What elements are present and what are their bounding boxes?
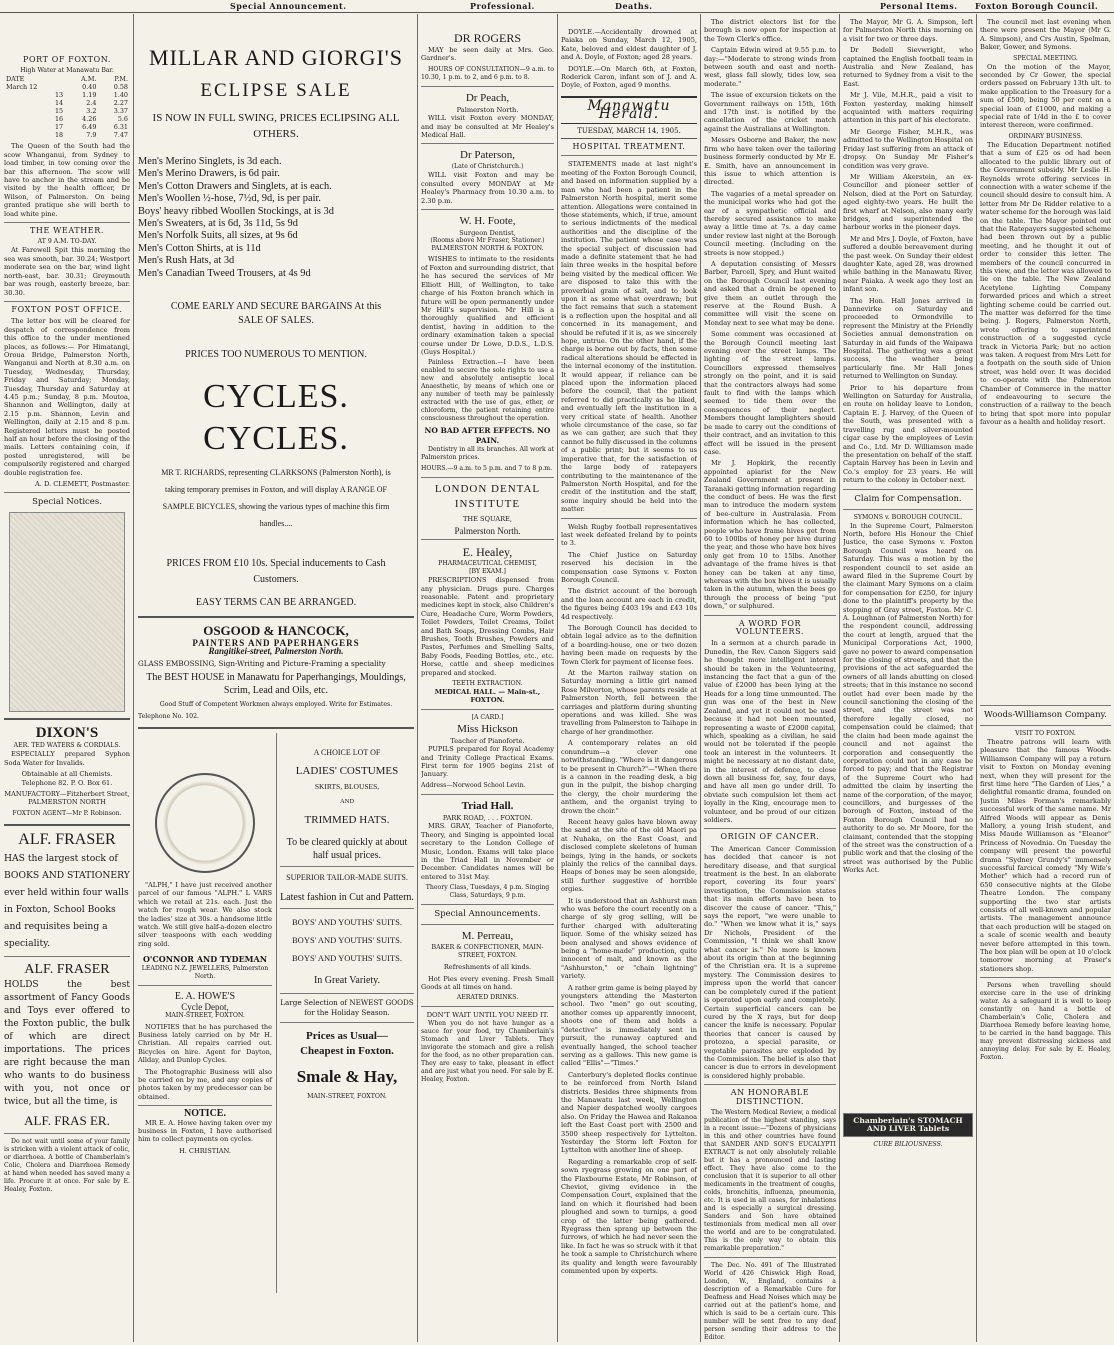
hospital-article: STATEMENTS made at last night's meeting of the Foxton Borough Council, and based on information supplied by a man who had been a patient in the Palmerston North hospital, merit some attention. Allegations were contained in those statements, which, if true, amount to serious indictments of the medical authorities and the discipline of the institution. The patient whose case was the special subject of discussion had made a definite statement that he had lain three weeks in the hospital before being visited by the medical officer. We are disposed to take this with the proverbial grain of salt, and to look upon it as some what overdrawn; but the fact remains that such a statement is a reflection upon the hospital and all concerned in its management, and should be refuted if it is, as we sincerely hope, untrue. On the other hand, if the charge is borne out by facts, then some radical alterations should be effected in the internal economy of the institution. It would appear, if reliance can be placed upon the information placed before the council, that the patient referred to did practically as he liked, and eventually left the institution in a very critical state of health. Another whole circumstance of the case, so far as we can gather, are such that they cannot be fully discussed in the columns of a public print; but it seems to us imperative that, for the satisfaction of the large body of ratepayers contributing to the maintenance of the Palmerston North Hospital, and for the credit of the institution and the staff, some inquiry should be held into the matter. <box>561 160 697 514</box>
aerated-drinks: AERATED DRINKS. <box>456 994 519 1002</box>
column-4 <box>561 18 697 1340</box>
divider <box>138 1105 272 1106</box>
tide-row <box>4 123 130 131</box>
dixons-text: ESPECIALLY prepared Syphon Soda Water for Invalids. <box>4 750 130 767</box>
notice-signature: H. CHRISTIAN. <box>178 1146 232 1155</box>
divider <box>421 794 554 795</box>
divider <box>704 1257 836 1258</box>
dixons-agent: FOXTON AGENT—Mr P. Robinson. <box>12 809 122 817</box>
tide-row <box>4 107 130 115</box>
triad-hall-where: PARK ROAD, . . . FOXTON. <box>442 813 533 822</box>
dont-wait-text: When you do not have hunger as a sauce for your food, try Chamberlain's Stomach and Liver Tablets. They invigorate the stomach and give a relish for the food, as no other preparation can. They are easy to take, pleasant in effect and are just what you need. For sale by E. Healey, Foxton. <box>421 1019 554 1083</box>
divider <box>421 1006 554 1007</box>
cancer-title: ORIGIN OF CANCER. <box>720 832 820 842</box>
osgood-best-house: The BEST HOUSE in Manawatu for Paperhangings, Mouldings, Scrim, Lead and Oils, etc. <box>146 671 406 696</box>
divider <box>4 718 130 720</box>
weather-time: AT 9 A.M. TO-DAY. <box>37 238 97 246</box>
divider <box>421 709 554 710</box>
tide-am: 1.19 <box>82 91 97 100</box>
volunteers-title: A WORD FOR VOLUNTEERS. <box>735 618 805 637</box>
howe-heading: E. A. HOWE'S <box>174 991 236 1003</box>
news-item: A deputation consisting of Messrs Barber, Parcell, Spry, and Hunt waited on the Borough Council last evening and asked that a drain be opened to give them an outlet through the reserve at the Round Bush. A committee will visit the scene on Monday next to see what may be done. <box>704 259 836 327</box>
foote-subheading: Surgeon Dentist, <box>459 229 516 238</box>
column-rule <box>133 14 134 1342</box>
tide-date: 18 <box>54 131 64 140</box>
post-office-title: FOXTON POST OFFICE. <box>11 304 123 314</box>
tide-date: March 12 <box>6 83 38 92</box>
hickson-text: PUPILS prepared for Royal Academy and Trinity College Practical Exams. First term for 1905 begins 21st of January. <box>421 745 554 779</box>
boys-suits: BOYS' AND YOUTHS' SUITS. <box>292 935 402 946</box>
howe-text: NOTIFIES that he has purchased the Business lately carried on by Mr H. Christian. All repairs carried out. Bicycles on hire. Agent for Dayton, Allday, and Dunlop Cycles. <box>138 1022 272 1065</box>
divider <box>980 705 1111 706</box>
tide-pm: 5.6 <box>117 115 128 124</box>
death-notice: DOYLE.—On March 6th, at Foxton, Roderick Caron, infant son of J. and A. Doyle, of Foxton, aged 9 months. <box>561 64 697 90</box>
healey-heading: E. Healey, <box>462 545 513 560</box>
perreau-heading: M. Perreau, <box>461 930 514 943</box>
oconnor-subheading: LEADING N.Z. JEWELLERS, Palmerston North. <box>141 965 269 981</box>
choice-lot: A CHOICE LOT OF <box>313 747 381 757</box>
osgood-telephone: Telephone No. 102. <box>138 712 199 720</box>
news-item: Captain Edwin wired at 9.55 p.m. to day:—"Moderate to strong winds from between south and east and north-west, glass fall slowly, tides low, sea moderate." <box>704 46 836 88</box>
sale-item: Men's Merino Singlets, is 3d each. <box>138 156 282 167</box>
chamberlain-tablets-ad: Chamberlain's STOMACH AND LIVER Tablets <box>843 1113 973 1138</box>
come-early-text: COME EARLY AND SECURE BARGAINS At this SALE OF SALES. <box>170 301 382 327</box>
cheapest-in-foxton: Cheapest in Foxton. <box>300 1045 394 1058</box>
triad-hall-heading: Triad Hall. <box>461 799 514 812</box>
theory-class: Theory Class, Tuesdays, 4 p.m. Singing Class, Saturdays, 9 p.m. <box>425 884 550 900</box>
tide-am: 3.2 <box>86 107 97 116</box>
port-title: PORT OF FOXTON. <box>23 55 111 64</box>
header-special-announcement: Special Announcement. <box>230 1 347 11</box>
london-dental-heading: LONDON DENTAL INSTITUTE <box>434 483 541 511</box>
illustrated-world-notice: The Dec. No. 491 of The Illustrated World of 426 Chiswick High Road, London, W., England, contains a description of a Remarkable Cure for Deafness and Head Noises which may be carried out at the patient's home, and which is said to be a certain cure. This number will be sent free to any deaf person sending their address to the Editor. <box>704 1261 836 1340</box>
tide-am: 7.9 <box>86 131 97 140</box>
manawatu-herald-masthead: Manawatu Herald. <box>561 96 697 124</box>
triad-hall-text: MRS. GRAY, Teacher of Pianoforte, Theory, and Singing is appointed local secretary to the London College of Music, London. Exams will take place in the Triad Hall in November or December. Candidates names will be entered to 31st May. <box>421 822 554 881</box>
foote-heading: W. H. Foote, <box>459 215 516 228</box>
healey-text: PRESCRIPTIONS dispensed from any physician. Drugs pure. Charges reasonable. Patent and proprietary medicines kept in stock, also Children's Cure, Headache Cure, Worm Powders, Toilet Powders, Toilet Creams, Toilet and Bath Soaps, Dressing Combs, Hair Brushes, Tooth Brushes, Powders and Pastes, Perfumes and Smelling Salts, Baby Foods, Feeding Bottles, etc., etc. Horse, cattle and sheep medicines prepared and stocked. <box>421 576 554 677</box>
superior-tailor: SUPERIOR TAILOR-MADE SUITS. <box>286 873 408 883</box>
newest-goods: Large Selection of NEWEST GOODS for the Holiday Season. <box>280 998 414 1018</box>
column-2 <box>138 18 414 1340</box>
news-item: The Borough Council has decided to obtain legal advice as to the definition of a boarding-house, one or two dozen having been made on requests by the Town Clerk for payment of license fees. <box>561 624 697 666</box>
smale-hay-heading: Smale & Hay, <box>296 1067 398 1087</box>
osgood-text: GLASS EMBOSSING, Sign-Writing and Picture-Framing a speciality <box>138 658 386 668</box>
queen-of-south-paragraph: The Queen of the South had the scow Whanganui, from Sydney to load timber, in tow coming over the bar this afternoon. The scow will have to anchor in the stream and be visited by the health officer, Dr Wilson, of Palmerston. On being granted pratique she will berth to load white pine. <box>4 142 130 218</box>
cancer-article: The American Cancer Commission has decided that cancer is not hereditary disease, and that surgical treatment is the best. In an elaborate report, covering its four years' investigation, the Commission states that its main efforts have been to discover the cause of cancer. "This," says the report, "we were unable to do." "When we know what it is," says Dr Nichols, President of the Commission, "I think we shall know what cancer is." No more is known about its origin than at the beginning of the Christian era. It is a supreme mystery. The Commission desires to impress upon the world that cancer can be completely cured if the patient is operated upon early and completely. Certain superficial cancers can be cured by the X rays, but for deep cancer the knife is necessary. Popular theories that cancer is caused by protozoa, a special parasite, or vegetable parasites are exploded by the Commission. The belief is also that cancer is due to errors in development is considered highly probable. <box>704 844 836 1080</box>
smale-hay-ad <box>280 733 414 1101</box>
tide-row <box>4 91 130 99</box>
divider <box>421 86 554 87</box>
eclipse-sale-heading: ECLIPSE SALE <box>200 80 352 101</box>
ordinary-business-text: The Education Department notified that a sum of £25 os od had been allocated to the public library out of the Government subsidy. Mr Leslie H. Reynolds wrote offering services in connection with a water scheme if the council should desire to consult him. A letter from Mr De Ridder relative to a water scheme for the borough was laid on the table. The Mayor pointed out that the Ratepayers suggested scheme had been thrown out by a public meeting, and he thought it out of order to consider this letter. The members of the council concurred in this view, and the letter was allowed to lie on the table. The New Zealand Acetylene Lighting Company forwarded prices and which a street lighting scheme could be carried out. The matter was deferred for the time being. J. Rogers, Palmerston North, wrote offering to superintend construction of a suggested cycle track in Victoria Park; but no action was taken. A request from Mrs Lett for a footpath on the south side of Union street, was held over. It was decided to co-operate with the Palmerston Chamber of Commerce in the matter of endeavouring to secure the construction of a railway to the beach to bring that spot more into popular favour as a health and holiday resort. <box>980 140 1111 427</box>
column-6 <box>843 18 973 1340</box>
personal-item: The Mayor, Mr G. A. Simpson, left for Palmerston North this morning on a visit for two or three days. <box>843 18 973 43</box>
alf-fraser-heading-2: ALF. FRASER <box>24 961 110 977</box>
tide-pm: 6.31 <box>113 123 128 132</box>
council-intro: The council met last evening when there were present the Mayor (Mr G. A. Simpson), and Crs Austin, Spelman, Baker, Gower, and Symons. <box>980 18 1111 52</box>
sale-item: Men's Norfolk Suits, all sizes, at 9s 6d <box>138 230 298 242</box>
tide-date: 15 <box>54 107 64 116</box>
divider <box>4 1133 130 1134</box>
divider <box>138 985 272 986</box>
news-item: A rather grim game is being played by youngsters attending the Masterton school. Two "men" go out scouting, another comes up apparently innocent, shoots one of them and holds a "detective" is immediately sent in pursuit, the runaway captured and eventually hanged, the school teacher serving as a gallows. This new game is called "Ellis"—"Times." <box>561 983 697 1068</box>
dr-rogers-heading: DR ROGERS <box>453 31 521 45</box>
advertisement-illustration <box>9 512 125 712</box>
sale-item: Men's Sweaters, at is 6d, 3s 11d, 5s 9d <box>138 218 298 230</box>
personal-item: Dr Bedell Sievwright, who captained the English football team in Australia and New Zealand, has returned to Sydney from a visit to the East. <box>843 46 973 88</box>
no-bad-effects: NO BAD AFTER EFFECTS. NO PAIN. <box>424 426 551 446</box>
divider <box>280 866 414 867</box>
prices-too-numerous: PRICES TOO NUMEROUS TO MENTION. <box>185 349 367 361</box>
divider <box>421 904 554 905</box>
smale-hay-street: MAIN-STREET, FOXTON. <box>307 1093 387 1101</box>
latest-fashion: Latest fashion in Cut and Pattern. <box>280 892 414 904</box>
tide-pm: 3.37 <box>113 107 128 116</box>
tide-date: 17 <box>54 123 64 132</box>
distinction-title: AN HONORABLE DISTINCTION. <box>730 1088 810 1106</box>
notice-heading: NOTICE. <box>184 1108 226 1120</box>
divider <box>4 301 130 302</box>
weather-paragraph: At Farewell Spit this morning the sea was smooth, bar. 30.24; Westport moderate sea on the bar, wind light north-east, bar. 30.31; Greymouth bar was rough, easterly breeze, bar. 30.30. <box>4 246 130 297</box>
osgood-street: Rangitikei-street, Palmerston North. <box>208 646 344 657</box>
alf-fraser-text-2: HOLDS the best assortment of Fancy Goods and Toys ever offered to the Foxton public, the bulk of which are direct importations. The prices are right because the man who wants to do business with you, not once or twice, but all the time, is <box>4 979 130 1107</box>
sale-item: Men's Rush Hats, at 3d <box>138 255 235 267</box>
distinction-article: The Western Medical Review, a medical publication of the highest standing, says in a recent issue:—"Dozens of physicians in this and other countries have found that SANDER AND SON'S EUCALYPTI EXTRACT is not only absolutely reliable but it has a pronounced and lasting effect. They have also come to the conclusion that it is superior to all other medicaments in the treatment of coughs, colds, bronchitis, influenza, pneumonia, etc. It is used in all cases, for inhalations and is especially a surgical dressing. Sanders and Son have obtained testimonials from medical men all over the world and are to be congratulated. This is the only way to obtain this remarkable preparation." <box>704 1108 836 1252</box>
dr-rogers-hours: HOURS OF CONSULTATION—9 a.m. to 10.30, 1 p.m. to 2, and 6 p.m. to 8. <box>421 65 554 81</box>
postmaster-signature: A. D. CLEMETT, Postmaster. <box>35 480 130 489</box>
personal-item: Mr and Mrs J. Doyle, of Foxton, have suffered a double bereavement during the past week. On Sunday their eldest daughter Kate, aged 28, was drowned while bathing in the Manawatu River, near Paiaka. A week ago they lost an infant son. <box>843 234 973 294</box>
dr-rogers-text: MAY be seen daily at Mrs. Geo. Gardner's. <box>421 46 554 63</box>
ordinary-business-title: ORDINARY BUSINESS. <box>1008 132 1083 140</box>
news-item: The Chief Justice on Saturday reserved his decision in the compensation case Symons v. Foxton Borough Council. <box>561 550 697 584</box>
howe-subheading: Cycle Depot, <box>181 1002 229 1013</box>
personal-item: Mr William Akerstein, an ex-Councillor and pioneer settler of Nelson, died at the Port on Saturday, aged eighty-two years. He built the first wharf at Nelson, also many early bridges, and superintended the harbour works in the pioneer days. <box>843 172 973 232</box>
osgood-hancock-heading: OSGOOD & HANCOCK, <box>203 623 349 639</box>
tide-head-pm: P.M. <box>114 75 128 84</box>
tide-pm: 1.40 <box>113 91 128 100</box>
tide-pm: 0.58 <box>113 83 128 92</box>
divider <box>980 725 1111 726</box>
dr-peach-heading: Dr Peach, <box>465 91 510 104</box>
sale-item: Men's Woollen ½-hose, 7½d, 9d, is per pair. <box>138 193 321 205</box>
divider <box>4 824 130 826</box>
trimmed-hats: TRIMMED HATS. <box>304 814 390 827</box>
header-personal-items: Personal Items. <box>880 1 958 11</box>
divider <box>280 1022 414 1023</box>
tide-pm: 2.27 <box>113 99 128 108</box>
divider <box>843 489 973 490</box>
column-rule <box>700 14 701 1342</box>
column-rule <box>557 14 558 1342</box>
personal-item: Mr J. Vile, M.H.R., paid a visit to Foxton yesterday, making himself acquainted with matters requiring attention in this part of his electorate. <box>843 91 973 125</box>
watch-illustration <box>155 773 255 873</box>
sale-item: Men's Canadian Tweed Trousers, at 4s 9d <box>138 267 311 279</box>
tide-am: 6.49 <box>82 123 97 132</box>
ladies-costumes: LADIES' COSTUMES <box>295 765 399 778</box>
dr-peach-subheading: Palmerston North. <box>456 105 519 114</box>
divider <box>704 1084 836 1085</box>
dixons-telephone: Telephone 82. P. O. Box 61. <box>21 778 113 787</box>
dentist-hours: HOURS.—9 a.m. to 5 p.m. and 7 to 8 p.m. <box>421 465 553 473</box>
personal-item: Prior to his departure from Wellington on Saturday for Australia, en route on holiday leave to London, Captain E. J. Harvey, of the Queen of the South, was presented with a travelling rug and silver-mounted cigar case by the employees of Levin and Co., Ltd. Mr D. Williamson made the presentation on behalf of the staff. Captain Harvey has been in Levin and Co.'s employ for 23 years. He will return to the colony in October next. <box>843 383 973 485</box>
divider <box>4 222 130 223</box>
woods-williamson-article: Theatre patrons will learn with pleasure that the famous Woods-Williamson Company will pay a return visit to Foxton on Monday evening next, when they will present for the first time here "The Garden of Lies," a delightful romantic drama, founded on Justin Miles Forman's remarkably successful work of the same name. Mr Alfred Woods will appear as Denis Mallory, a young Irish student, and Miss Maude Williamson as "Eleanor" Princess of Novodnia. On Tuesday the company will present the powerful drama "Sydney Grundy's" immensely successful farcical comedy "My Wife's Mother" which had a record run of 650 consecutive nights at the Globe Theatre London. The company supporting the two star artists consists of all well-known and popular artists. The management announce that each production will be staged on a scale of scenic wealth and beauty never before attempted in this town. The box plan will be open at 10 o'clock tomorrow morning at Fraser's stationers shop. <box>980 737 1111 973</box>
claim-article: In the Supreme Court, Palmerston North, before His Honour the Chief Justice, the case Symons v. Foxton Borough Council was heard on Saturday. This was a motion by the respondent council to set aside an award filed in the Supreme Court by the claimant Mary Symons on a claim for compensation for £250, for injury done to the plaintiff's property by the stopping of Gray street, Foxton. Mr C. A. Loughnan (of Palmerston North) for the respondent council, addressing the court at length, argued that the Municipal Corporations Act, 1900, gave no power to award compensation for the closing of streets, and that the provisions of the act safeguarded the owners of all lands abutting on closed streets; that in this instance no second outlet had ever been made by the council sanctioning the closing of the street, and the street was not therefore legally closed, no compensation could be claimed; that the claim had been made against the council and not against the corporation and consequently the corporation could not in any case be forced to pay; and that the Registrar of the Supreme Court who had admitted the claim by inserting the name of the corporation, of the mayor, councillors, and burgesses of the borough of Foxton, instead of the Foxton Borough Council had no authority to do so. Mr Moore, for the claimant, contended that the stopping of the street was the construction of a public work and that the closing of the street was authorised by the Public Works Act. <box>843 521 973 875</box>
divider <box>561 155 697 156</box>
divider <box>138 727 414 729</box>
tide-date: 14 <box>54 99 64 108</box>
cleared-text: To be cleared quickly at about half usual prices. <box>286 837 408 862</box>
sale-item: Men's Cotton Drawers and Singlets, at is each. <box>138 180 332 192</box>
hickson-subheading: Teacher of Pianoforte. <box>450 736 525 745</box>
news-item: A contemporary relates an old conundrum—a clever one notwithstanding. "Where is it dangerous to be present in Church?"—"When there is a cannon in the reading desk, a big gun in the pulpit, the bishop charging the clergy, the choir murdering the anthem, and the organist trying to drown the choir." <box>561 739 697 815</box>
column-5 <box>704 18 836 1340</box>
foote-rooms: (Rooms above Mr Fraser, Stationer.) <box>430 237 545 245</box>
divider <box>704 828 836 829</box>
top-rule <box>0 12 1114 13</box>
dr-paterson-heading: Dr Paterson, <box>460 149 515 162</box>
alf-fraser-signoff: ALF. FRAS ER. <box>24 1112 110 1128</box>
tide-head-am: A.M. <box>81 75 97 84</box>
teeth-extraction: TEETH EXTRACTION. <box>452 680 523 688</box>
boys-suits: BOYS' AND YOUTHS' SUITS. <box>292 917 402 928</box>
tide-row <box>4 83 130 91</box>
tide-row <box>4 99 130 107</box>
sale-item: Boys' heavy ribbed Woollen Stockings, at is 3d <box>138 205 334 217</box>
volunteers-article: In a sermon at a church parade in Dunedin, the Rev. Canon Siggers said he thought more intelligent interest should be taken in the Volunteering, instancing the fact that a gun of the value of £2000 has been lying at the Heads for a long time unmounted. The gun was one of the best in New Zealand, and yet it could not be used because it had not been mounted, representing a waste of £2000 capital, which, speaking as a civilian, he said would not be tolerated if the people took an interest in the volunteers. It might be necessary at no distant date, in the interest of defence, to close down all business for, say, four days, and have all men go under drill. To obviate such compulsion let them act loyally in the King, encourage men to volunteer, and be proud of our citizen soldiers. <box>704 639 836 824</box>
column-1 <box>4 18 130 1340</box>
death-notice: DOYLE.—Accidentally drowned at Paiaka on Sunday, March 12, 1905, Kate, beloved and eldest daughter of J. and A. Doyle, of Foxton; aged 28 years. <box>561 28 697 62</box>
hickson-address: Address—Norwood School Levin. <box>421 781 526 789</box>
column-3 <box>421 18 554 1340</box>
personal-item: The Hon. Hall Jones arrived in Dannevirke on Saturday and proceeded to Ormondville to represent the Ministry at the Friendly Societies annual demonstration on Saturday in aid funds of the Waipawa Hospital. The gathering was a great success, the weather being particularly fine. Mr Hall Jones returned to Wellington on Sunday. <box>843 296 973 381</box>
divider <box>704 615 836 616</box>
dr-peach-text: WILL visit Foxton every MONDAY, and may be consulted at Mr Healey's Medical Hall. <box>421 114 554 140</box>
tide-am: 2.4 <box>86 99 97 108</box>
tide-table <box>4 75 130 139</box>
perreau-pies: Hot Pies every evening. Fresh Small Goods at all times on hand. <box>421 974 554 991</box>
news-item: Canterbury's depleted flocks continue to be reinforced from North Island districts. Besides three shipments from the Manawatu last week, Wellington and Napier despatched woolly cargoes also. On Friday the Hawea and Rakanoa left the East Coast port with 2500 and 3500 sheep respectively for Lyttelton. Yesterday the Storm left Foxton for Lyttelton with another line of sheep. <box>561 1070 697 1155</box>
news-item: The vagaries of a metal spreader on the municipal works who had got the ear of a sympathetic official and thereby secured assistance to make away a little time at 7s. a day came under review last night at the Borough Council meeting. (Including on the streets is now stopped.) <box>704 189 836 257</box>
great-variety: In Great Variety. <box>313 975 381 987</box>
notice-text: MR E. A. Howe having taken over my business in Foxton, I have authorised him to collect payments on cycles. <box>138 1118 272 1144</box>
perreau-refreshments: Refreshments of all kinds. <box>443 963 532 972</box>
news-item: Messrs Osborne and Baker, the new firm who have taken over the tailoring business formerly conducted by Mr E. E. Smith, have an announcement in this issue to which attention is directed. <box>704 136 836 187</box>
header-professional: Professional. <box>470 1 535 11</box>
news-item: Welsh Rugby football representatives last week defeated Ireland by to points to 3. <box>561 522 697 548</box>
cycles-heading: CYCLES. CYCLES. <box>203 378 349 458</box>
easy-terms-text: EASY TERMS CAN BE ARRANGED. <box>195 597 357 609</box>
sale-item-list <box>138 156 414 280</box>
prices-as-usual: Prices as Usual— <box>306 1030 388 1043</box>
special-meeting-title: SPECIAL MEETING. <box>1013 54 1078 62</box>
chamberlain-colic-notice: Do not wait until some of your family is stricken with a violent attack of colic, or diarrhoea. A bottle of Chamberlain's Colic, Cholera and Diarrhoea Remedy at hand when needed has saved many a life. Procure it at once. For sale by E. Healey, Foxton. <box>4 1137 130 1193</box>
foote-text: WISHES to intimate to the residents of Foxton and surrounding district, that he has secured the services of Mr Elliott Hill, of Wellington, to take charge of his Foxton branch which in future will be open permanently under Mr Hill's supervision. Mr Hill is a thoroughly qualified and efficient dentist, having in addition to the ordinary examination taken a special course under Dr Lowe, D.D.S., L.D.S. (Guys Hospital.) <box>421 255 554 356</box>
hickson-heading: Miss Hickson <box>457 722 518 735</box>
prices-from-text: PRICES FROM £10 10s. Special inducements to Cash Customers. <box>166 558 386 586</box>
london-dental-square: THE SQUARE, <box>463 515 512 524</box>
column-rule <box>417 14 418 1342</box>
hospital-title: HOSPITAL TREATMENT. <box>572 142 686 152</box>
chamberlain-cure: CURE BILIOUSNESS. <box>873 1141 943 1149</box>
skirts-blouses: SKIRTS, BLOUSES, <box>314 782 380 792</box>
tide-date: 13 <box>54 91 64 100</box>
dixons-obtainable: Obtainable at all Chemists. <box>21 770 113 779</box>
dentistry-text: Dentistry in all its branches. All work at Palmerston prices. <box>421 446 554 462</box>
news-item: Some comment was occasioned at the Borough Council meeting last evening over the street lamps. The lighting of the street lamps. Councillors expressed themselves strongly on the point, and it is said that the contractors always had some fault to find with the lamps which seemed to tide them over the consequences of their neglect. Members thought lamplighters should be made to carry out the conditions of their contract, and an invitation to this effect will be issued in the present case. <box>704 330 836 456</box>
travelling-notice: Persons when travelling should exercise care in the use of drinking water. As a safeguard it is well to keep constantly on hand a bottle of Chamberlain's Colic, Cholera and Diarrhoea Remedy before leaving home, to be carried in the hand baggage. This may prevent distressing sickness and annoying delay. For sale by E. Healey, Foxton. <box>980 982 1111 1062</box>
tide-date: 16 <box>54 115 64 124</box>
dont-wait-heading: DON'T WAIT UNTIL YOU NEED IT. <box>426 1011 549 1020</box>
millar-giorgi-heading: MILLAR AND GIORGI'S <box>149 45 403 70</box>
howe-photographic-text: The Photographic Business will also be carried on by me, and any copies of photos taken by my predecessor can be obtained. <box>138 1067 272 1101</box>
news-item: The district electors list for the borough is now open for inspection at the Town Clerk's office. <box>704 18 836 43</box>
column-rule <box>839 14 840 1342</box>
tide-am: 0.40 <box>82 83 97 92</box>
cycles-text: MR T. RICHARDS, representing CLARKSONS (Palmerston North), is taking temporary premises in Foxton, and will display A RANGE OF SAMPLE BICYCLES, showing the various types of machine this firm handles.... <box>161 468 391 529</box>
weather-title: THE WEATHER. <box>29 226 105 236</box>
issue-date: TUESDAY, MARCH 14, 1905. <box>561 127 697 139</box>
news-item: Mr J. Hopkirk, the recently appointed apiarist for the New Zealand Government at present in Taranaki getting information regarding the conduct of bees. He was the first man to introduce the modern system of bee-culture in Australasia. From information which he has collected, people who have frame hives get from 60 to 100lbs of honey per hive during the year, and those who have box hives only get from 10 to 15lbs. Another advantage of the frame hives is that honey can be taken at any time, whereas with the box hives it is usually taken in the autumn, when the bees go through the process of being "put down," or sulphured. <box>704 459 836 611</box>
high-water-subtitle: High Water at Manawatu Bar. <box>20 67 114 75</box>
lower-ad-block <box>138 733 414 1293</box>
special-notices-title: Special Notices. <box>32 497 102 508</box>
news-item: It is understood that an Ashhurst man who was before the court recently on a charge of sly grog selling, will be further charged with adulterating liquor. Some of the whisky seized has been analysed and shows evidence of being a "home-made" production, quite innocent of malt, and known as the "Ashhurston," or "chain lightning" variety. <box>561 896 697 981</box>
claim-subtitle: SYMONS v. BOROUGH COUNCIL. <box>853 513 963 521</box>
perreau-subheading: BAKER & CONFECTIONER, MAIN-STREET, FOXTON. <box>431 944 544 960</box>
osgood-good-stuff: Good Stuff of Competent Workmen always employed. Write for Estimates. <box>159 700 393 708</box>
healey-subheading: PHARMACEUTICAL CHEMIST, <box>438 560 537 568</box>
dixons-subtitle: AER. TED WATERS & CORDIALS. <box>13 742 121 750</box>
tide-header-row <box>4 75 130 83</box>
divider <box>561 518 697 519</box>
dixons-manufactory: MANUFACTORY—Fitzherbert Street, PALMERSTON NORTH <box>4 790 130 807</box>
divider <box>138 616 414 618</box>
header-deaths: Deaths. <box>615 1 653 11</box>
sale-item: Men's Merino Drawers, is 6d pair. <box>138 168 280 180</box>
special-meeting-text: On the motion of the Mayor, seconded by Cr Gower, the special orders passed on February 13th ult. to make application to the Treasury for a sum of £500, being 50 per cent on a special loan of £1000, and making a special rate of 1/4d in the £ to cover interest thereon, were confirmed. <box>980 62 1111 130</box>
news-item: Recent heavy gales have blown away the sand at the site of the old Maori pa at Nuhaka, on the East Coast, and disclosed complete skeletons of human beings, lying in the hands, or sockets plainly the relics of the cannibal days. Heaps of bones may be seen alongside, still further suggestive of horrible orgies. <box>561 817 697 894</box>
woods-williamson-title: Woods-Williamson Company. <box>984 709 1107 720</box>
divider <box>980 977 1111 978</box>
divider <box>421 924 554 925</box>
dr-paterson-subheading: (Late of Christchurch.) <box>451 163 524 171</box>
news-item: The issue of excursion tickets on the Government railways on 15th, 16th and 17th inst. is notified by the cancellation of the cricket match against the Australians at Wellington. <box>704 91 836 133</box>
personal-item: Mr George Fisher, M.H.R., was admitted to the Wellington Hospital on Friday last suffering from an attack of dropsy. On Sunday Mr Fisher's condition was very grave. <box>843 127 973 170</box>
post-office-paragraph: The letter box will be cleared for despatch of correspondence from this office to the under mentioned places, as follows:— For Himatangi, Oroua Bridge, Palmerston North, Wanganui and North at 8.30 a.m. on Tuesday, Wednesday, Thursday, Friday and Saturday; Monday, Tuesday, Thursday and Saturday at 4.45 p.m.; Sunday, 8 p.m. Moutoa, Shannon and Wellington, daily at 2.15 p.m. Shannon, Levin and Wellington, daily at 2.15 and 8 p.m. Registered letters must be posted half an hour before the closing of the mails. Letters containing coin, if posted unregistered, will be compulsorily registered and charged double registration fee. <box>4 317 130 477</box>
news-item: Regarding a remarkable crop of self-sown ryegrass growing on one part of the Flaxbourne Estate, Mr Robinson, of Cheviot, giving evidence in the Compensation Court, explained that the land on which it flourished had been ploughed and sown to turnips, a good crop of the latter being gathered. Ryegrass then sprang up between the furrows, of which he had never seen the like. In fact he was so struck with it that he took a sample to Christchurch where its quality and length were favourably commented upon by experts. <box>561 1157 697 1276</box>
watch-text: "ALPH," I have just received another parcel of our famous "ALPH." L VARS which we retail at 21s. each. Just the watch for rough wear. We also stock the ladies' size at 30s. a handsome little watch. We still give half-a-dozen electro silver teaspoons with each wedding ring sold. <box>138 880 272 948</box>
dr-paterson-text: WILL visit Foxton and may be consulted every MONDAY at Mr Healey's Pharmacy from 10.30 a.m. to 2.30 p.m. <box>421 171 554 205</box>
divider <box>421 477 554 478</box>
divider <box>421 209 554 210</box>
tide-am: 4.26 <box>82 115 97 124</box>
sale-item: Men's Cotton Shirts, at is 11d <box>138 242 261 254</box>
divider <box>4 956 130 957</box>
tide-pm: 7.47 <box>113 131 128 140</box>
special-announcements-title: Special Announcements. <box>434 909 541 920</box>
london-dental-city: Palmerston North. <box>454 525 521 536</box>
card-label: [A CARD.] <box>471 713 504 721</box>
divider <box>421 143 554 144</box>
alf-fraser-text: HAS the largest stock of BOOKS AND STATIONERY ever held within four walls in Foxton, School Books and requisites being a speciality. <box>4 852 130 949</box>
divider <box>280 993 414 994</box>
osgood-subheading: PAINTERS AND PAPERHANGERS <box>192 638 360 649</box>
jeweller-ad <box>138 733 272 1155</box>
painless-extraction-text: Painless Extraction.—I have been enabled to secure the sole rights to use a new and absolutely antiseptic local Anaesthetic, by means of which one or any number of teeth may be painlessly extracted with the use of gas, ether, or chloroform, the patient retaining entire consciousness throughout the operation. <box>421 359 554 423</box>
divider <box>280 908 414 909</box>
divider <box>843 509 973 510</box>
column-rule <box>976 14 977 1342</box>
column-7 <box>980 18 1111 1340</box>
visit-to-foxton: VISIT TO FOXTON. <box>1015 729 1076 737</box>
medical-hall: MEDICAL HALL. — Main-st., FOXTON. <box>434 688 541 705</box>
claim-title: Claim for Compensation. <box>854 493 962 504</box>
alf-fraser-heading: ALF. FRASER <box>18 830 116 848</box>
healey-exam: [BY EXAM.] <box>469 568 506 576</box>
eclipse-subheading: IS NOW IN FULL SWING, PRICES ECLIPSING ALL OTHERS. <box>152 112 400 140</box>
tide-head-date: DATE <box>6 75 25 84</box>
tide-row <box>4 131 130 139</box>
ad-divider <box>276 733 277 1293</box>
header-council: Foxton Borough Council. <box>975 1 1099 11</box>
boys-suits: BOYS' AND YOUTHS' SUITS. <box>292 953 402 964</box>
and-text: AND <box>339 797 355 805</box>
dixons-heading: DIXON'S <box>35 725 99 742</box>
news-item: At the Marton railway station on Saturday morning a little girl named Rose Milverton, whose parents reside at Palmerston North, fell between the carriages and platform during shunting operations and was killed. She was travelling from Palmerston to Taihape in charge of her grandmother. <box>561 669 697 736</box>
howe-street: MAIN-STREET, FOXTON. <box>165 1011 245 1019</box>
divider <box>421 539 554 540</box>
news-item: The district account of the borough and the loan account are each in credit, the figures being £403 19s and £43 10s 4d respectively. <box>561 587 697 621</box>
divider <box>4 492 130 493</box>
oconnor-tydeman-heading: O'CONNOR AND TYDEMAN <box>142 954 268 965</box>
foote-where: PALMERSTON NORTH & FOXTON. <box>431 245 544 253</box>
tide-row <box>4 115 130 123</box>
